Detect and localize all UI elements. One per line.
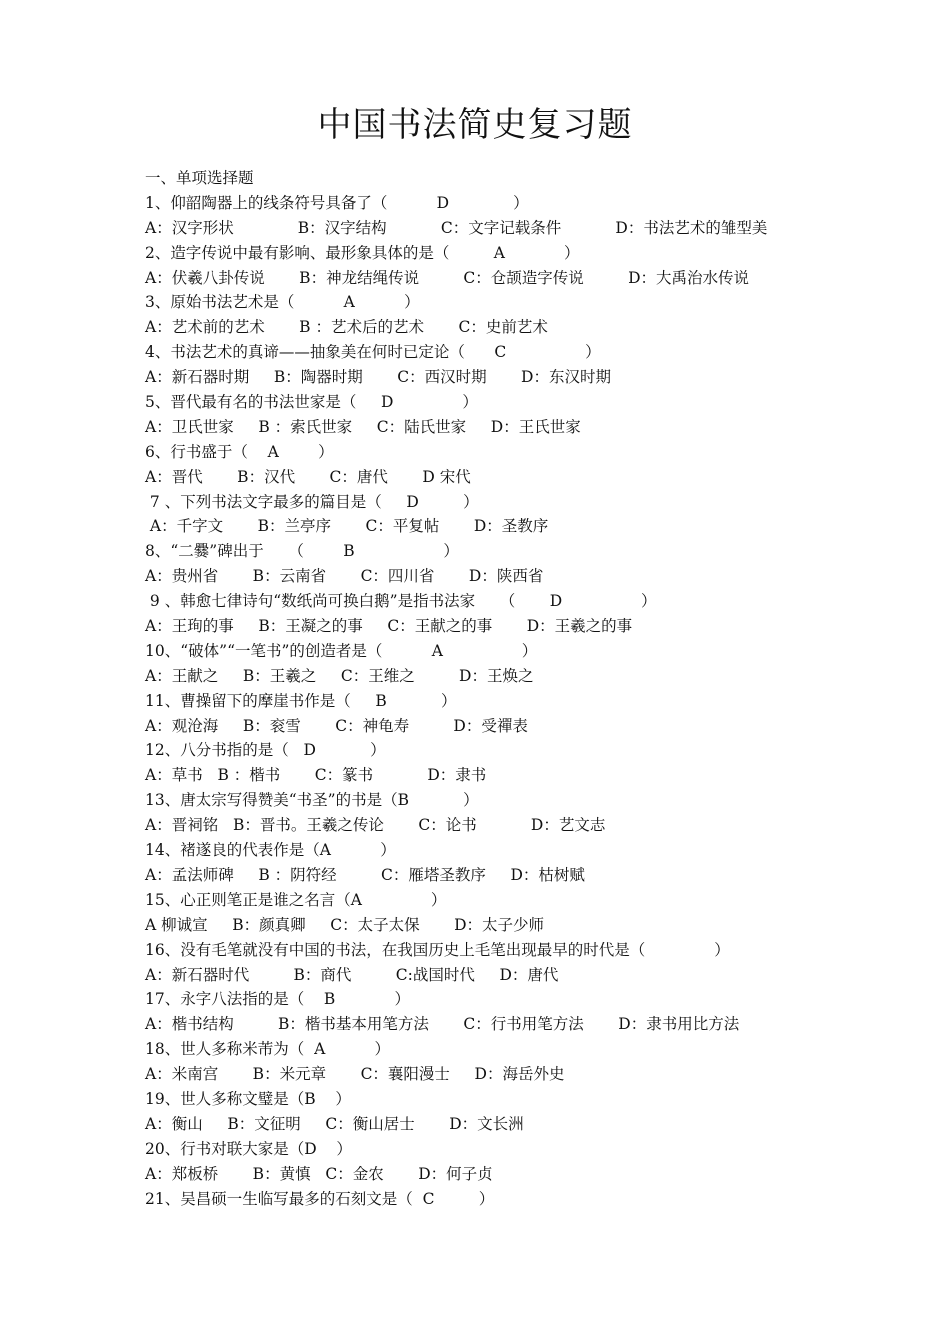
options-line: A 柳诚宣 B：颜真卿 C：太子太保 D：太子少师 <box>145 915 545 934</box>
question-line: 21、吴昌硕一生临写最多的石刻文是（ C ） <box>145 1189 495 1208</box>
options-line: A：楷书结构 B：楷书基本用笔方法 C：行书用笔方法 D：隶书用比方法 <box>145 1015 740 1034</box>
question-line: 14、褚遂良的代表作是（A ） <box>145 841 396 860</box>
options-line: A：汉字形状 B：汉字结构 C：文字记载条件 D：书法艺术的雏型美 <box>145 218 768 237</box>
options-line: A：贵州省 B：云南省 C：四川省 D：陕西省 <box>145 567 544 586</box>
options-line: A：晋祠铭 B：晋书。王羲之传论 C：论书 D：艺文志 <box>145 816 606 835</box>
question-line: 5、晋代最有名的书法世家是（ D ） <box>145 393 478 412</box>
question-line: 19、世人多称文璧是（B ） <box>145 1089 351 1108</box>
options-line: A：艺术前的艺术 B ：艺术后的艺术 C：史前艺术 <box>145 318 548 337</box>
question-line: 15、心正则笔正是谁之名言（A ） <box>145 890 447 909</box>
page-title: 中国书法简史复习题 <box>317 105 633 145</box>
question-line: 18、世人多称米芾为（ A ） <box>145 1040 391 1059</box>
question-line: 3、原始书法艺术是（ A ） <box>145 293 420 312</box>
options-line: A：新石器时代 B：商代 C:战国时代 D：唐代 <box>145 965 559 984</box>
question-list <box>145 166 845 1211</box>
options-line: A：观沧海 B：衮雪 C：神龟寿 D：受禪表 <box>145 716 528 735</box>
options-line: A：孟法师碑 B ：阴符经 C：雁塔圣教序 D：枯树赋 <box>145 865 585 884</box>
options-line: A：卫氏世家 B ：索氏世家 C：陆氏世家 D：王氏世家 <box>145 417 581 436</box>
options-line: A：伏羲八卦传说 B：神龙结绳传说 C：仓颉造字传说 D：大禹治水传说 <box>145 268 750 287</box>
options-line: A：郑板桥 B：黄慎 C：金农 D：何子贞 <box>145 1164 493 1183</box>
question-line: 17、永字八法指的是（ B ） <box>145 990 410 1009</box>
question-line: 8、“二爨”碑出于 （ B ） <box>145 542 459 561</box>
question-line: 10、“破体”“一笔书”的创造者是（ A ） <box>145 641 538 660</box>
question-line: 12、八分书指的是（ D ） <box>145 741 386 760</box>
section-heading: 一、单项选择题 <box>145 169 254 187</box>
question-line: 6、行书盛于（ A ） <box>145 442 334 461</box>
options-line: A：晋代 B：汉代 C：唐代 D 宋代 <box>145 467 471 486</box>
question-line: 16、没有毛笔就没有中国的书法，在我国历史上毛笔出现最早的时代是（ ） <box>145 940 730 959</box>
options-line: A：衡山 B：文征明 C：衡山居士 D：文长洲 <box>145 1114 524 1133</box>
question-line: 11、曹操留下的摩崖书作是（ B ） <box>145 691 457 710</box>
question-line: 1、仰韶陶器上的线条符号具备了（ D ） <box>145 193 529 212</box>
question-line: 2、造字传说中最有影响、最形象具体的是（ A ） <box>145 243 580 262</box>
options-line: A：米南宫 B：米元章 C：襄阳漫士 D：海岳外史 <box>145 1065 565 1084</box>
options-line: A：王献之 B：王羲之 C：王维之 D：王焕之 <box>145 666 534 685</box>
question-line: 13、唐太宗写得赞美“书圣”的书是（B ） <box>145 791 479 810</box>
question-line: 4、书法艺术的真谛——抽象美在何时已定论（ C ） <box>145 343 601 362</box>
options-line: A：草书 B ：楷书 C：篆书 D：隶书 <box>145 766 487 785</box>
question-line: 9 、韩愈七律诗句“数纸尚可换白鹅”是指书法家 （ D ） <box>145 592 657 611</box>
options-line: A：王珣的事 B：王凝之的事 C：王献之的事 D：王羲之的事 <box>145 617 633 636</box>
question-line: 7 、下列书法文字最多的篇目是（ D ） <box>145 492 479 511</box>
options-line: A：新石器时期 B：陶器时期 C：西汉时期 D：东汉时期 <box>145 368 611 387</box>
question-line: 20、行书对联大家是（D ） <box>145 1139 352 1158</box>
options-line: A：千字文 B：兰亭序 C：平复帖 D：圣教序 <box>145 517 549 536</box>
